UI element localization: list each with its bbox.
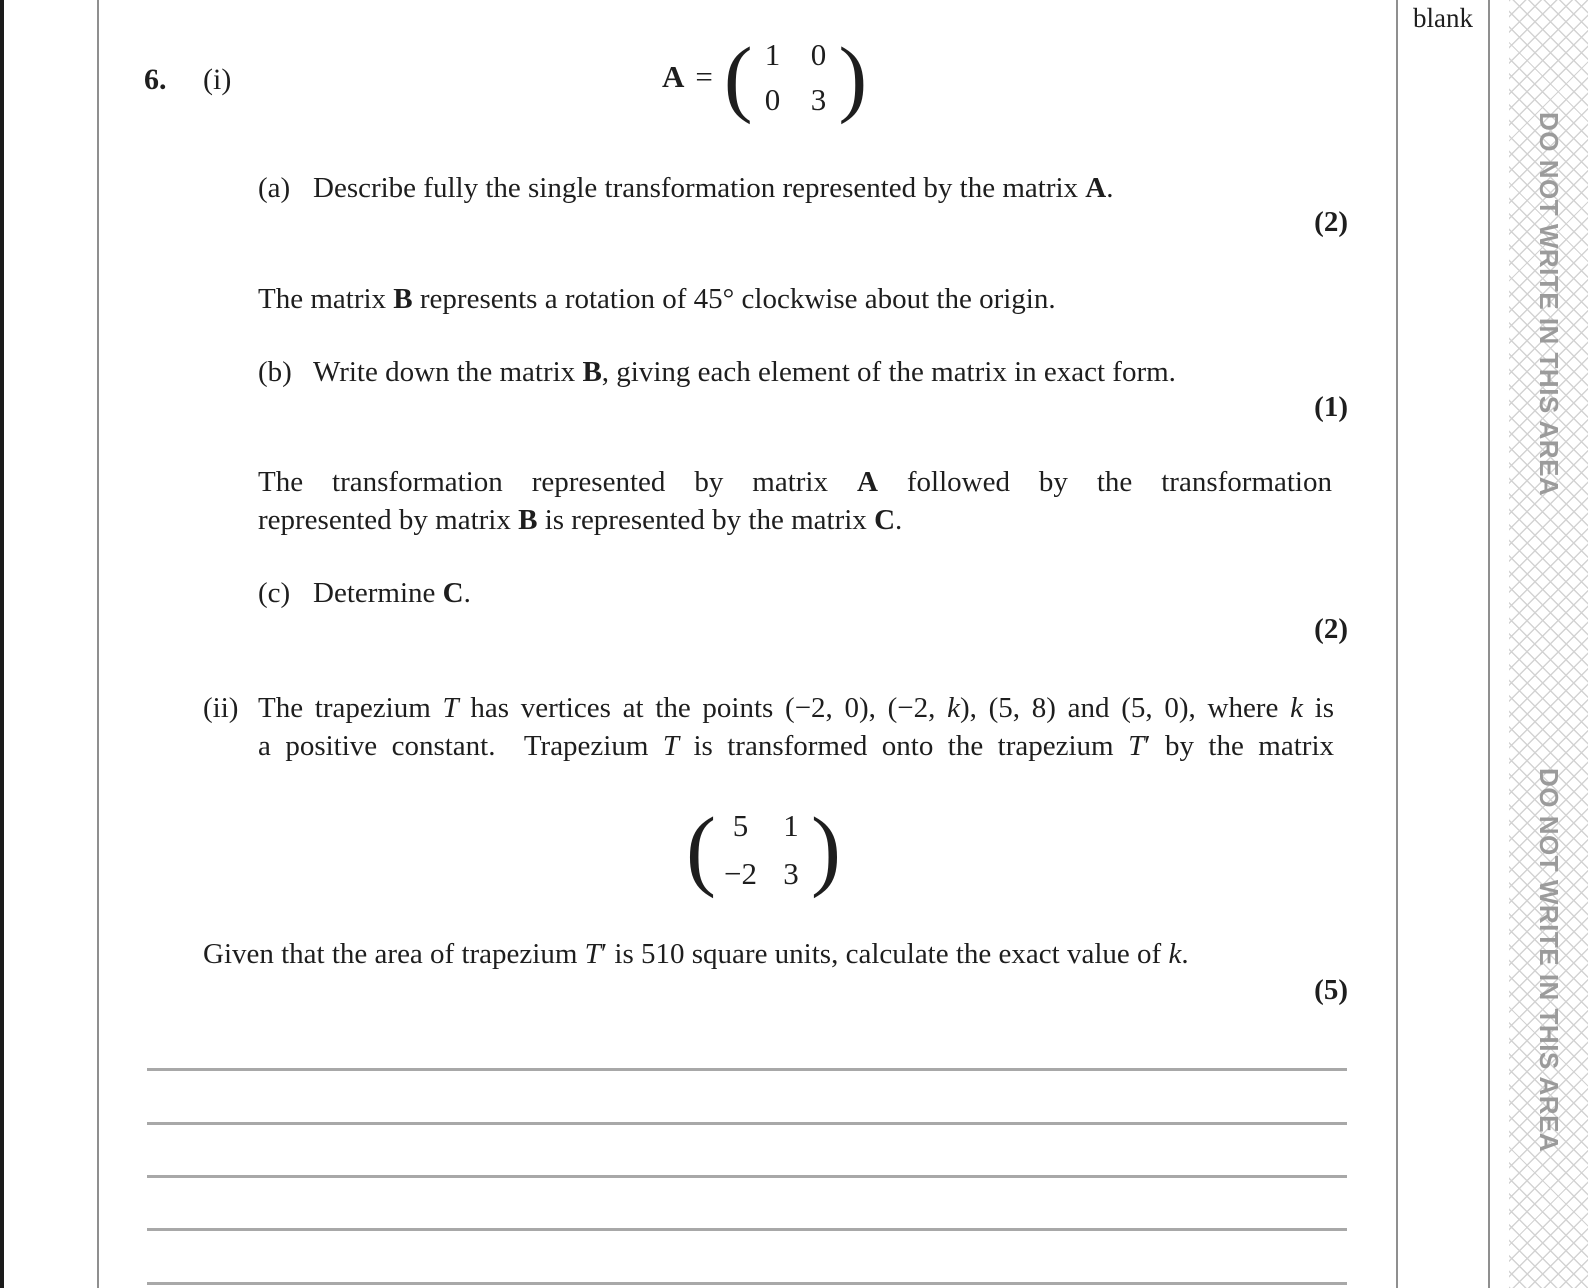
matrix-paren-right: ): [810, 800, 841, 899]
matrix-a-cell-00: 1: [764, 37, 781, 72]
part-ii-line-1: The trapezium T has vertices at the points (−2, 0), (−2, k), (5, 8) and (5, 0), where k is: [258, 692, 1335, 724]
matrix-t-cell-10: −2: [723, 856, 757, 891]
matrix-a-name: A: [662, 59, 685, 94]
blank-column-right-border: [1488, 0, 1490, 1288]
matrix-c-paragraph: [258, 464, 1332, 539]
answer-line: [147, 1068, 1347, 1071]
part-ii-block: [203, 690, 1334, 765]
blank-label: blank: [1413, 3, 1473, 33]
answer-line: [147, 1175, 1347, 1178]
page-left-edge: [0, 0, 4, 1288]
marks-part-ii: (5): [1314, 974, 1348, 1006]
answer-line: [147, 1282, 1347, 1285]
part-a-text: Describe fully the single transformation represented by the matrix A.: [313, 172, 1114, 204]
part-ii-text: [258, 690, 1334, 765]
marks-part-b: (1): [1314, 391, 1348, 423]
matrix-t-entries: [722, 802, 805, 898]
part-b-row: [258, 354, 1338, 392]
matrix-t-cell-00: 5: [732, 808, 749, 843]
matrix-a-cell-10: 0: [764, 82, 781, 117]
matrix-t-cell-01: 1: [783, 808, 799, 843]
matrix-t-cell-11: 3: [783, 856, 799, 891]
part-b-label: (b): [258, 356, 292, 388]
matrix-paren-right: ): [838, 29, 868, 125]
part-ii-label: (ii): [203, 692, 239, 724]
matrix-b-intro: The matrix B represents a rotation of 45° clockwise about the origin.: [258, 283, 1056, 315]
part-c-label: (c): [258, 577, 291, 609]
part-a-label: (a): [258, 172, 291, 204]
matrix-c-paragraph-line-1: The transformation represented by matrix A followed by the transformation: [258, 466, 1332, 498]
marks-part-c: (2): [1314, 613, 1348, 645]
matrix-paren-left: (: [723, 29, 753, 125]
part-c-row: [258, 575, 1338, 613]
content-right-border: [1396, 0, 1398, 1288]
part-a-row: [258, 170, 1338, 208]
equals-sign: =: [695, 59, 713, 94]
matrix-c-paragraph-line-2: represented by matrix B is represented by the matrix C.: [258, 503, 903, 536]
matrix-paren-left: (: [686, 800, 716, 899]
do-not-write-band: [1509, 0, 1588, 1288]
matrix-t: [686, 802, 841, 898]
marks-part-a: (2): [1314, 206, 1348, 238]
matrix-a-cell-01: 0: [810, 37, 827, 72]
part-ii-line-2: a positive constant. Trapezium T is transformed onto the trapezium T′ by the matrix: [258, 729, 1335, 762]
answer-line: [147, 1228, 1347, 1231]
part-c-text: Determine C.: [313, 577, 471, 609]
do-not-write-text-bottom: DO NOT WRITE IN THIS AREA: [1534, 768, 1564, 1153]
matrix-a-entries: [759, 32, 833, 122]
matrix-a-cell-11: 3: [810, 82, 827, 117]
part-i-label: (i): [203, 63, 232, 96]
answer-line: [147, 1122, 1347, 1125]
question-number: 6.: [144, 63, 167, 96]
given-statement: Given that the area of trapezium T′ is 510 square units, calculate the exact value of k.: [203, 938, 1189, 970]
matrix-a: [662, 29, 868, 125]
content-left-border: [97, 0, 99, 1288]
part-b-text: Write down the matrix B, giving each element of the matrix in exact form.: [313, 356, 1176, 388]
do-not-write-text-top: DO NOT WRITE IN THIS AREA: [1534, 112, 1564, 497]
